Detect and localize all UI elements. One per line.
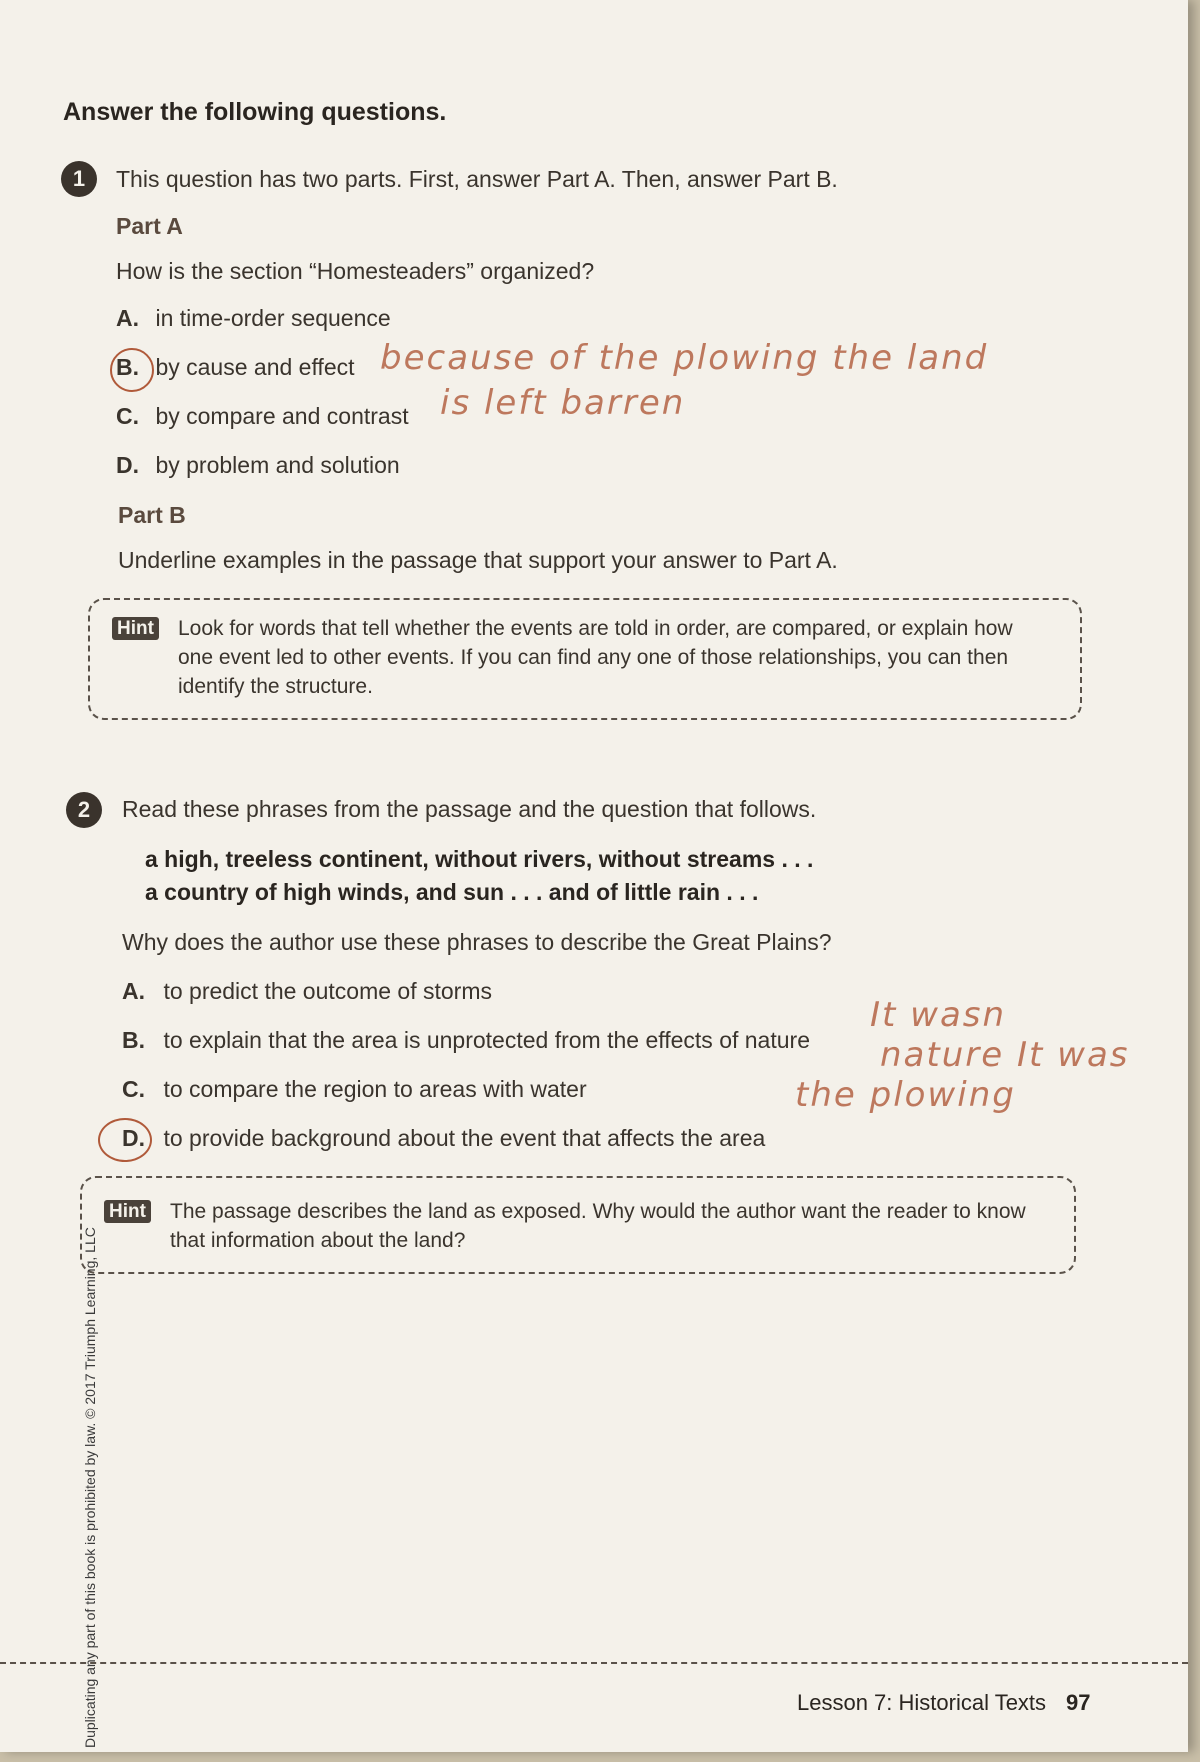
q2-option-c[interactable] bbox=[122, 1076, 587, 1103]
handwritten-note: the plowing bbox=[795, 1075, 1016, 1115]
option-letter: C. bbox=[122, 1076, 145, 1102]
hint-line: identify the structure. bbox=[178, 675, 373, 698]
hint-line: one event led to other events. If you can find any one of those relationships, you can then bbox=[178, 646, 1009, 669]
hint-badge: Hint bbox=[104, 1200, 151, 1223]
part-b-question: Underline examples in the passage that support your answer to Part A. bbox=[118, 547, 838, 573]
handwritten-note: It wasn bbox=[870, 995, 1007, 1035]
option-text: to provide background about the event that affects the area bbox=[163, 1125, 766, 1151]
option-letter: A. bbox=[122, 978, 145, 1004]
hint-line: that information about the land? bbox=[170, 1229, 466, 1252]
option-text: to predict the outcome of storms bbox=[163, 978, 492, 1004]
option-text: to explain that the area is unprotected from the effects of nature bbox=[163, 1027, 810, 1053]
q1-option-d[interactable] bbox=[116, 452, 400, 479]
option-letter: D. bbox=[122, 1125, 145, 1151]
page-number: 97 bbox=[1066, 1690, 1091, 1715]
question-2-prompt: Read these phrases from the passage and the question that follows. bbox=[122, 796, 817, 822]
option-text: to compare the region to areas with water bbox=[163, 1076, 587, 1102]
handwritten-note: nature It was bbox=[880, 1035, 1130, 1075]
copyright-notice: Duplicating any part of this book is prohibited by law. © 2017 Triumph Learning, LLC bbox=[82, 1227, 98, 1748]
handwritten-note: is left barren bbox=[440, 383, 686, 423]
q1-option-a[interactable] bbox=[116, 305, 391, 332]
answer-circle bbox=[98, 1118, 152, 1162]
part-a-label: Part A bbox=[116, 213, 183, 239]
answer-circle bbox=[110, 348, 154, 392]
question-2-question: Why does the author use these phrases to describe the Great Plains? bbox=[122, 929, 832, 955]
hint-line: Look for words that tell whether the events are told in order, are compared, or explain how bbox=[178, 617, 1013, 640]
handwritten-note: because of the plowing the land bbox=[380, 338, 989, 378]
q2-option-d[interactable] bbox=[122, 1125, 765, 1152]
page-heading: Answer the following questions. bbox=[63, 98, 447, 126]
option-text: by problem and solution bbox=[155, 452, 400, 478]
question-1-prompt: This question has two parts. First, answer Part A. Then, answer Part B. bbox=[116, 166, 838, 192]
part-a-question: How is the section “Homesteaders” organized? bbox=[116, 258, 595, 284]
option-letter: C. bbox=[116, 403, 139, 429]
lesson-title: Lesson 7: Historical Texts bbox=[797, 1690, 1047, 1715]
q2-option-a[interactable] bbox=[122, 978, 492, 1005]
hint-line: The passage describes the land as exposed. Why would the author want the reader to know bbox=[170, 1200, 1026, 1223]
option-letter: D. bbox=[116, 452, 139, 478]
q2-option-b[interactable] bbox=[122, 1027, 810, 1054]
quoted-phrase: a high, treeless continent, without rivers, without streams . . . bbox=[145, 846, 814, 872]
hint-badge: Hint bbox=[112, 617, 159, 640]
question-2-number: 2 bbox=[66, 792, 102, 828]
q1-option-c[interactable] bbox=[116, 403, 409, 430]
option-letter: B. bbox=[122, 1027, 145, 1053]
hint-box bbox=[88, 598, 1082, 720]
option-text: in time-order sequence bbox=[155, 305, 391, 331]
option-letter: A. bbox=[116, 305, 139, 331]
option-text: by cause and effect bbox=[155, 354, 355, 380]
hint-box bbox=[80, 1176, 1076, 1274]
part-b-label: Part B bbox=[118, 502, 186, 528]
question-1-number: 1 bbox=[61, 161, 97, 197]
cut-line bbox=[0, 1662, 1188, 1664]
option-text: by compare and contrast bbox=[155, 403, 409, 429]
option-letter: B. bbox=[116, 354, 139, 380]
quoted-phrase: a country of high winds, and sun . . . and of little rain . . . bbox=[145, 879, 759, 905]
